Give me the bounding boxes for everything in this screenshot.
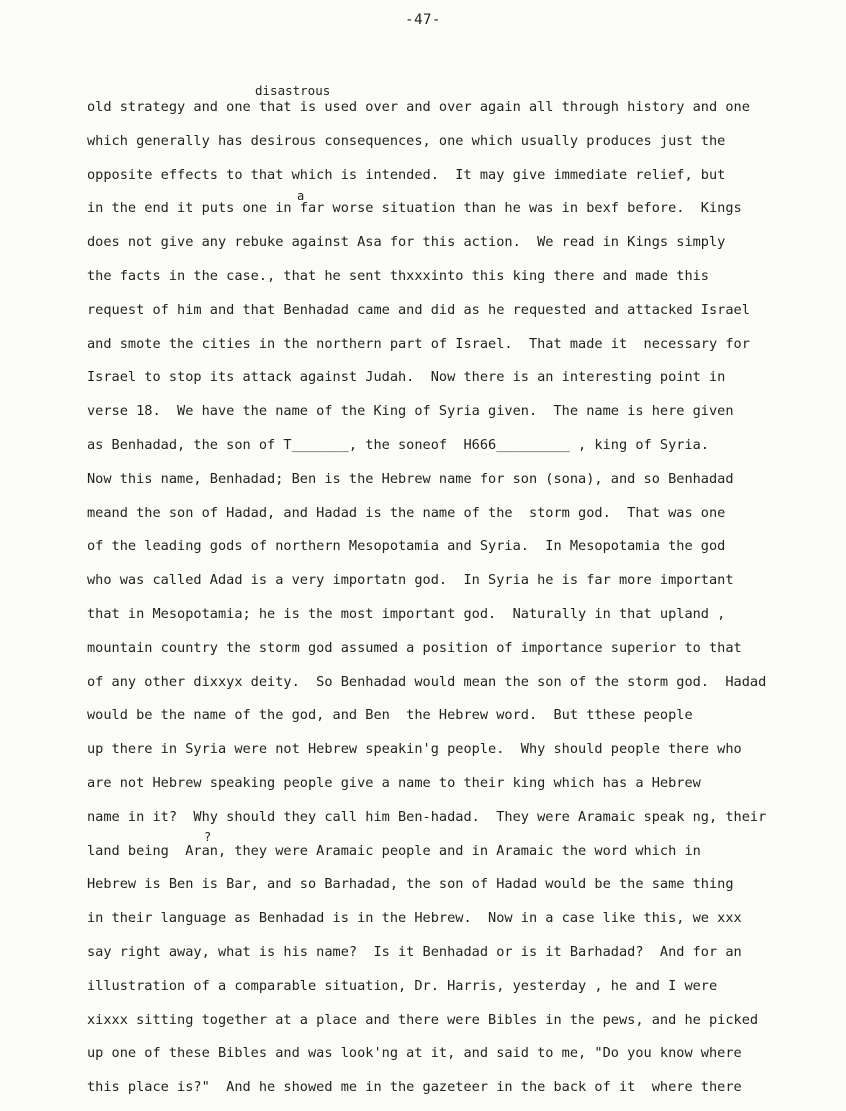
body-text <box>87 83 807 1111</box>
text-line: old strategy and one that is used over and over again all through history and one <box>87 99 750 115</box>
text-line: Now this name, Benhadad; Ben is the Hebrew name for son (sona), and so Benhadad <box>87 470 734 487</box>
text-line: request of him and that Benhadad came and did as he requested and attacked Israel <box>87 301 750 318</box>
text-line: meand the son of Hadad, and Hadad is the name of the storm god. That was one <box>87 504 726 521</box>
text-line: Israel to stop its attack against Judah. Now there is an interesting point in <box>87 369 726 386</box>
text-line: Hebrew is Ben is Bar, and so Barhadad, the son of Hadad would be the same thing <box>87 876 734 893</box>
text-line: verse 18. We have the name of the King of Syria given. The name is here given <box>87 403 734 420</box>
text-line: as Benhadad, the son of T_______, the soneof H666_________ , king of Syria. <box>87 436 709 453</box>
text-line: the facts in the case., that he sent thxxxinto this king there and made this <box>87 267 709 284</box>
text-line: are not Hebrew speaking people give a name to their king which has a Hebrew <box>87 774 701 791</box>
text-line: and smote the cities in the northern part of Israel. That made it necessary for <box>87 335 750 352</box>
text-line: up one of these Bibles and was look'ng at it, and said to me, "Do you know where <box>87 1045 742 1062</box>
text-line: does not give any rebuke against Asa for this action. We read in Kings simply <box>87 234 726 251</box>
correction-insertion: a <box>297 189 305 204</box>
text-line: would be the name of the god, and Ben the Hebrew word. But tthese people <box>87 707 693 724</box>
text-line: mountain country the storm god assumed a position of importance superior to that <box>87 639 742 656</box>
correction-insertion: ? <box>204 829 212 844</box>
text-line: say right away, what is his name? Is it Benhadad or is it Barhadad? And for an <box>87 943 742 960</box>
text-line-with-correction <box>87 189 807 232</box>
text-line: this place is?" And he showed me in the gazeteer in the back of it where there <box>87 1079 742 1096</box>
text-line: who was called Adad is a very importatn god. In Syria he is far more important <box>87 572 734 589</box>
page-number: -47- <box>405 12 441 28</box>
text-line: in their language as Benhadad is in the Hebrew. Now in a case like this, we xxx <box>87 910 742 927</box>
text-line: xixxx sitting together at a place and there were Bibles in the pews, and he picked <box>87 1011 759 1028</box>
text-line: up there in Syria were not Hebrew speakin'g people. Why should people there who <box>87 741 742 758</box>
text-line: opposite effects to that which is intended. It may give immediate relief, but <box>87 166 726 183</box>
text-line: of any other dixxyx deity. So Benhadad would mean the son of the storm god. Hadad <box>87 673 767 690</box>
correction-insertion: disastrous <box>255 83 331 98</box>
text-line: illustration of a comparable situation, Dr. Harris, yesterday , he and I were <box>87 977 718 994</box>
text-line: which generally has desirous consequences, one which usually produces just the <box>87 132 726 149</box>
text-line: that in Mesopotamia; he is the most important god. Naturally in that upland , <box>87 605 726 622</box>
text-line-with-correction <box>87 829 807 875</box>
text-line: name in it? Why should they call him Ben-hadad. They were Aramaic speak ng, their <box>87 808 767 825</box>
text-line: of the leading gods of northern Mesopotamia and Syria. In Mesopotamia the god <box>87 538 726 555</box>
text-line: in the end it puts one in far worse situation than he was in bexf before. Kings <box>87 200 742 217</box>
text-line: land being Aran, they were Aramaic people and in Aramaic the word which in <box>87 842 701 859</box>
